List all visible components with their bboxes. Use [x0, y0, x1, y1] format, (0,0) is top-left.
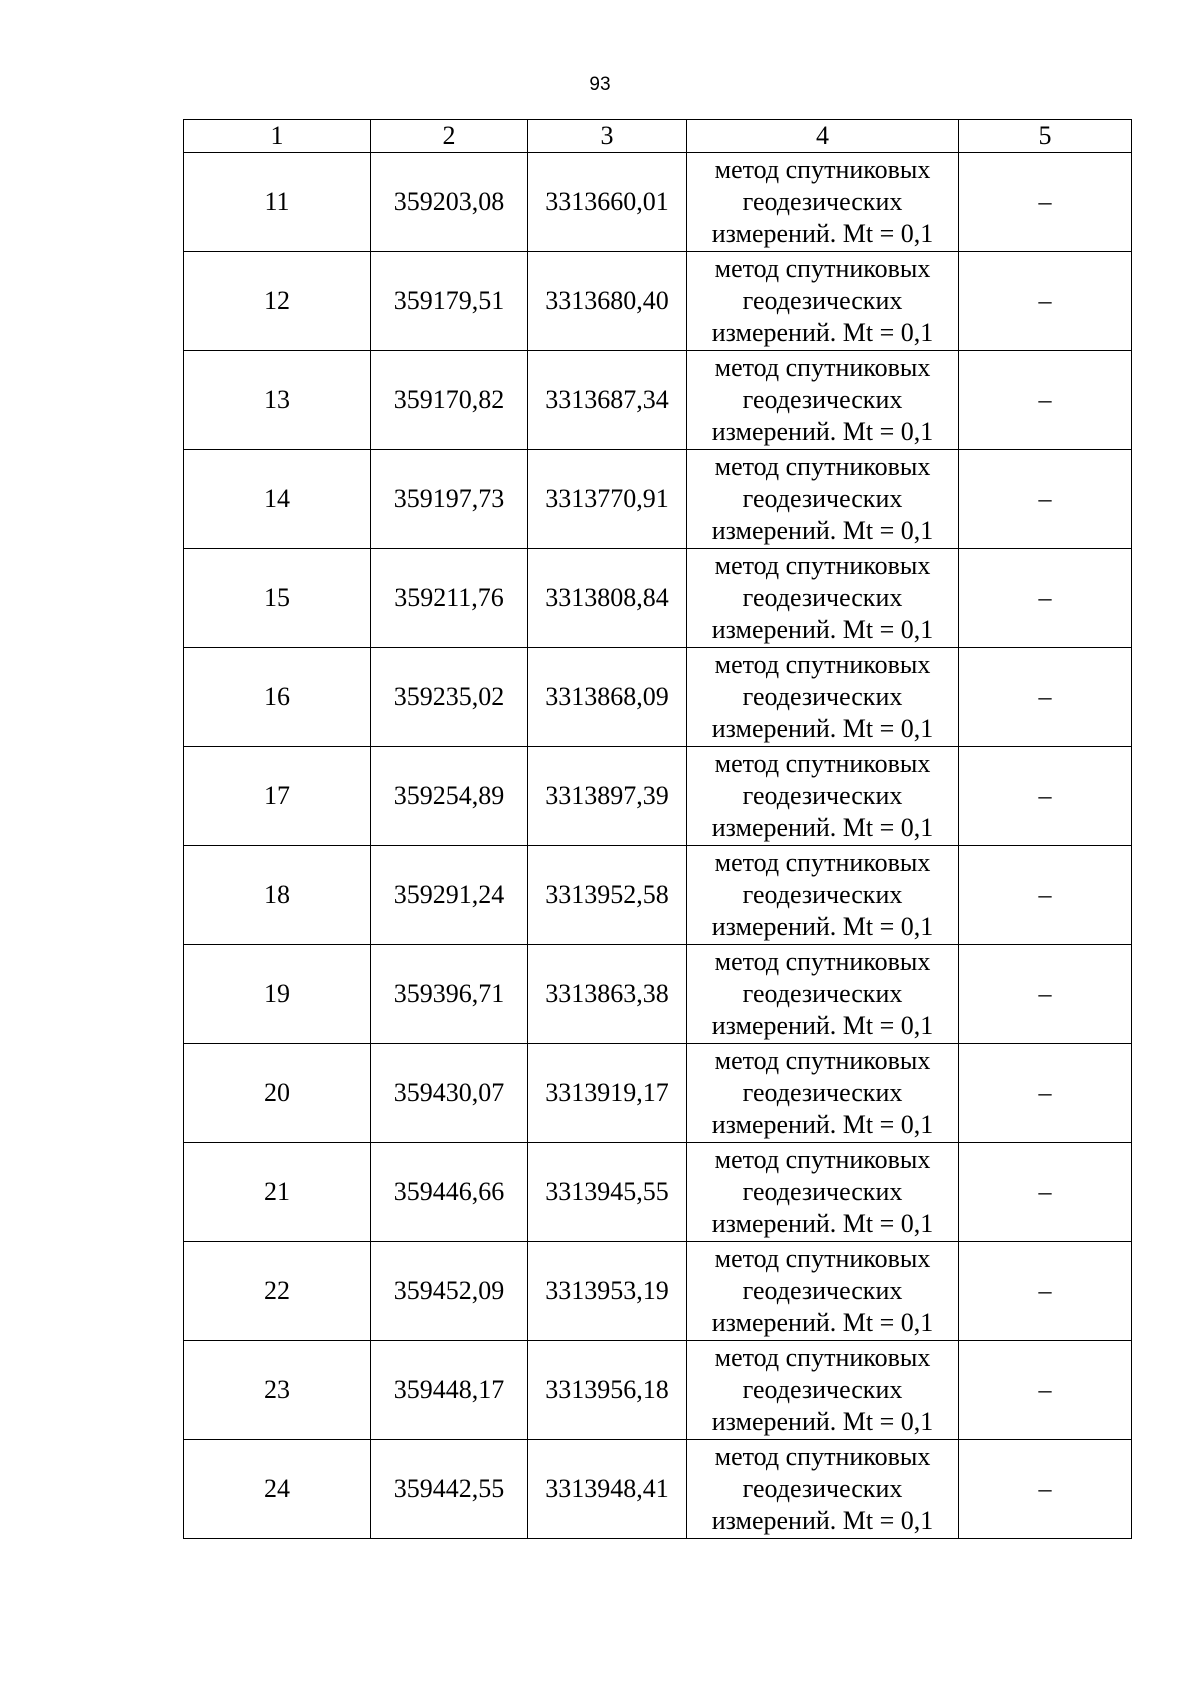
x-coordinate-cell: 359452,09: [371, 1242, 528, 1341]
table-row: [184, 153, 1132, 252]
x-coordinate-cell: 359291,24: [371, 846, 528, 945]
x-coordinate-cell: 359446,66: [371, 1143, 528, 1242]
point-number-cell: 20: [184, 1044, 371, 1143]
point-number-cell: 21: [184, 1143, 371, 1242]
column-header-3: 3: [528, 120, 687, 153]
point-number-cell: 13: [184, 351, 371, 450]
point-number-cell: 11: [184, 153, 371, 252]
method-cell: метод спутниковых геодезических измерений. Mt = 0,1: [687, 252, 959, 351]
method-cell: метод спутниковых геодезических измерений. Mt = 0,1: [687, 1440, 959, 1539]
y-coordinate-cell: 3313953,19: [528, 1242, 687, 1341]
note-cell: –: [959, 549, 1132, 648]
method-cell: метод спутниковых геодезических измерений. Mt = 0,1: [687, 153, 959, 252]
method-cell: метод спутниковых геодезических измерений. Mt = 0,1: [687, 1044, 959, 1143]
x-coordinate-cell: 359254,89: [371, 747, 528, 846]
x-coordinate-cell: 359179,51: [371, 252, 528, 351]
note-cell: –: [959, 945, 1132, 1044]
x-coordinate-cell: 359396,71: [371, 945, 528, 1044]
method-cell: метод спутниковых геодезических измерений. Mt = 0,1: [687, 549, 959, 648]
y-coordinate-cell: 3313952,58: [528, 846, 687, 945]
x-coordinate-cell: 359442,55: [371, 1440, 528, 1539]
column-header-5: 5: [959, 120, 1132, 153]
method-cell: метод спутниковых геодезических измерений. Mt = 0,1: [687, 351, 959, 450]
coordinates-table: [183, 119, 1132, 1539]
note-cell: –: [959, 351, 1132, 450]
note-cell: –: [959, 1341, 1132, 1440]
point-number-cell: 19: [184, 945, 371, 1044]
x-coordinate-cell: 359235,02: [371, 648, 528, 747]
y-coordinate-cell: 3313863,38: [528, 945, 687, 1044]
y-coordinate-cell: 3313956,18: [528, 1341, 687, 1440]
method-cell: метод спутниковых геодезических измерений. Mt = 0,1: [687, 648, 959, 747]
table-row: [184, 1242, 1132, 1341]
column-header-2: 2: [371, 120, 528, 153]
table-row: [184, 351, 1132, 450]
y-coordinate-cell: 3313919,17: [528, 1044, 687, 1143]
y-coordinate-cell: 3313945,55: [528, 1143, 687, 1242]
note-cell: –: [959, 450, 1132, 549]
point-number-cell: 22: [184, 1242, 371, 1341]
note-cell: –: [959, 153, 1132, 252]
table-row: [184, 648, 1132, 747]
table-row: [184, 1341, 1132, 1440]
method-cell: метод спутниковых геодезических измерений. Mt = 0,1: [687, 747, 959, 846]
y-coordinate-cell: 3313897,39: [528, 747, 687, 846]
note-cell: –: [959, 846, 1132, 945]
table-row: [184, 1440, 1132, 1539]
point-number-cell: 14: [184, 450, 371, 549]
note-cell: –: [959, 1440, 1132, 1539]
table-row: [184, 450, 1132, 549]
point-number-cell: 12: [184, 252, 371, 351]
x-coordinate-cell: 359430,07: [371, 1044, 528, 1143]
method-cell: метод спутниковых геодезических измерений. Mt = 0,1: [687, 1341, 959, 1440]
table-row: [184, 747, 1132, 846]
y-coordinate-cell: 3313808,84: [528, 549, 687, 648]
table-header-row: [184, 120, 1132, 153]
table-row: [184, 1143, 1132, 1242]
x-coordinate-cell: 359170,82: [371, 351, 528, 450]
column-header-1: 1: [184, 120, 371, 153]
y-coordinate-cell: 3313660,01: [528, 153, 687, 252]
point-number-cell: 17: [184, 747, 371, 846]
page-number: 93: [589, 74, 611, 95]
y-coordinate-cell: 3313948,41: [528, 1440, 687, 1539]
x-coordinate-cell: 359203,08: [371, 153, 528, 252]
point-number-cell: 23: [184, 1341, 371, 1440]
note-cell: –: [959, 252, 1132, 351]
y-coordinate-cell: 3313687,34: [528, 351, 687, 450]
note-cell: –: [959, 1044, 1132, 1143]
table-row: [184, 846, 1132, 945]
point-number-cell: 15: [184, 549, 371, 648]
table-row: [184, 549, 1132, 648]
method-cell: метод спутниковых геодезических измерений. Mt = 0,1: [687, 1143, 959, 1242]
point-number-cell: 18: [184, 846, 371, 945]
point-number-cell: 16: [184, 648, 371, 747]
point-number-cell: 24: [184, 1440, 371, 1539]
method-cell: метод спутниковых геодезических измерений. Mt = 0,1: [687, 846, 959, 945]
table-row: [184, 945, 1132, 1044]
y-coordinate-cell: 3313770,91: [528, 450, 687, 549]
x-coordinate-cell: 359448,17: [371, 1341, 528, 1440]
table-row: [184, 1044, 1132, 1143]
column-header-4: 4: [687, 120, 959, 153]
y-coordinate-cell: 3313868,09: [528, 648, 687, 747]
x-coordinate-cell: 359197,73: [371, 450, 528, 549]
method-cell: метод спутниковых геодезических измерений. Mt = 0,1: [687, 1242, 959, 1341]
note-cell: –: [959, 747, 1132, 846]
method-cell: метод спутниковых геодезических измерений. Mt = 0,1: [687, 450, 959, 549]
note-cell: –: [959, 1143, 1132, 1242]
note-cell: –: [959, 1242, 1132, 1341]
y-coordinate-cell: 3313680,40: [528, 252, 687, 351]
x-coordinate-cell: 359211,76: [371, 549, 528, 648]
note-cell: –: [959, 648, 1132, 747]
table-body: [184, 153, 1132, 1539]
table-row: [184, 252, 1132, 351]
method-cell: метод спутниковых геодезических измерений. Mt = 0,1: [687, 945, 959, 1044]
